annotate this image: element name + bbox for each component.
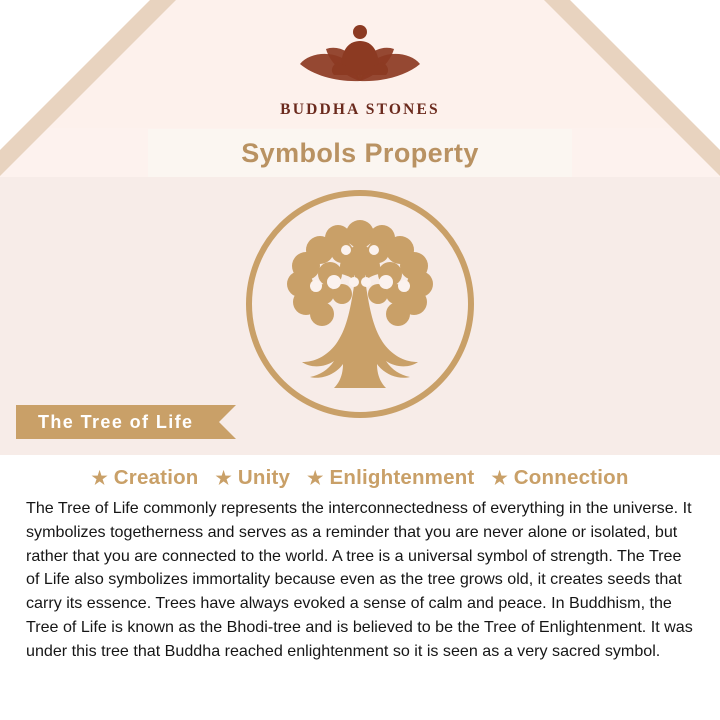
brand-block: [0, 18, 720, 119]
star-icon: ★: [215, 468, 232, 488]
brand-name: BUDDHA STONES: [280, 101, 440, 118]
tree-of-life-icon: [246, 190, 474, 418]
title-ribbon: [148, 129, 572, 177]
content-section: [0, 455, 720, 720]
star-icon: ★: [91, 468, 108, 488]
corner-decor-bottom-right: [680, 680, 720, 720]
keyword-item: [491, 466, 628, 490]
body-paragraph: The Tree of Life commonly represents the interconnectedness of everything in the universe. It symbolizes togetherness and serves as a reminder that you are never alone or isolated, but rather that you are connected to the world. A tree is a universal symbol of strength. The Tree of Life also symbolizes immortality because even as the tree grows old, it creates seeds that carry its essence. Trees have always evoked a sense of calm and peace. In Buddhism, the Tree of Life is known as the Bhodi-tree and is believed to be the Tree of Enlightenment. It was under this tree that Buddha reached enlightenment so it is seen as a very sacred symbol.: [26, 499, 693, 660]
keyword-label: Enlightenment: [329, 466, 475, 489]
keyword-list: [0, 455, 720, 490]
keyword-label: Connection: [513, 466, 629, 489]
keyword-label: Unity: [237, 466, 291, 489]
keyword-item: [216, 466, 291, 490]
lotus-meditation-icon: [0, 18, 720, 97]
star-icon: ★: [491, 468, 508, 488]
keyword-label: Creation: [113, 466, 199, 489]
star-icon: ★: [307, 468, 324, 488]
label-tab-text: The Tree of Life: [38, 411, 194, 432]
keyword-item: [307, 466, 474, 490]
keyword-item: [91, 466, 198, 490]
page-title: Symbols Property: [241, 137, 479, 168]
corner-decor-bottom-left: [0, 680, 40, 720]
label-tab: [16, 405, 219, 439]
